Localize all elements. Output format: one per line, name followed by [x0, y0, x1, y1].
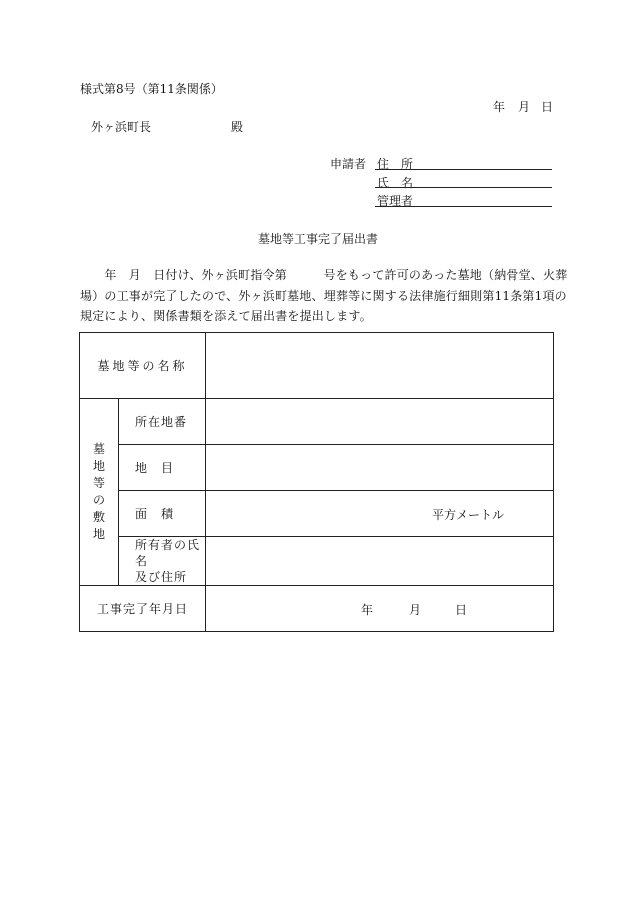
- area-label: 面 積: [119, 491, 206, 537]
- owner-value[interactable]: [206, 537, 554, 586]
- row-owner: [80, 537, 554, 586]
- completion-month: 月: [409, 603, 422, 617]
- site-group-label: 墓 地 等 の 敷 地: [80, 399, 119, 586]
- honorific: 殿: [231, 120, 244, 134]
- land-category-label: 地 目: [119, 445, 206, 491]
- area-value[interactable]: [206, 491, 554, 537]
- body-paragraph: 年 月 日付け、外ヶ浜町指令第 号をもって許可のあった墓地（納骨堂、火葬場）の工事が完了したので、外ヶ浜町墓地、埋葬等に関する法律施行細則第11条第1項の規定により、関係書類を添えて届出書を提出します。: [80, 268, 568, 323]
- row-area: [80, 491, 554, 537]
- row-facility-name: [80, 333, 554, 399]
- facility-name-value[interactable]: [206, 333, 554, 399]
- manager-underline: [375, 206, 552, 207]
- facility-name-label: 墓地等の名称: [80, 333, 206, 399]
- row-land-category: [80, 445, 554, 491]
- address-underline: [375, 169, 552, 170]
- addressee: 外ヶ浜町長: [91, 120, 152, 134]
- land-category-value[interactable]: [206, 445, 554, 491]
- date-year: 年: [493, 100, 506, 114]
- completion-year: 年: [361, 603, 374, 617]
- form-table: [79, 332, 554, 632]
- form-number: 様式第8号（第11条関係）: [80, 82, 223, 96]
- document-title: 墓地等工事完了届出書: [258, 232, 379, 246]
- date-day: 日: [541, 100, 554, 114]
- completion-date-label: 工事完了年月日: [80, 586, 206, 632]
- owner-label: 所有者の氏名 及び住所: [119, 537, 206, 586]
- completion-date-value[interactable]: [206, 586, 554, 632]
- applicant-label: 申請者: [330, 157, 367, 171]
- manager-label: 管理者: [377, 194, 414, 208]
- row-location: [80, 399, 554, 445]
- area-unit: 平方メートル: [432, 508, 505, 522]
- date-month: 月: [518, 100, 531, 114]
- address-label: 住 所: [377, 157, 414, 171]
- location-value[interactable]: [206, 399, 554, 445]
- name-underline: [375, 187, 552, 188]
- completion-day: 日: [455, 603, 468, 617]
- name-label: 氏 名: [377, 176, 414, 190]
- row-completion-date: [80, 586, 554, 632]
- location-label: 所在地番: [119, 399, 206, 445]
